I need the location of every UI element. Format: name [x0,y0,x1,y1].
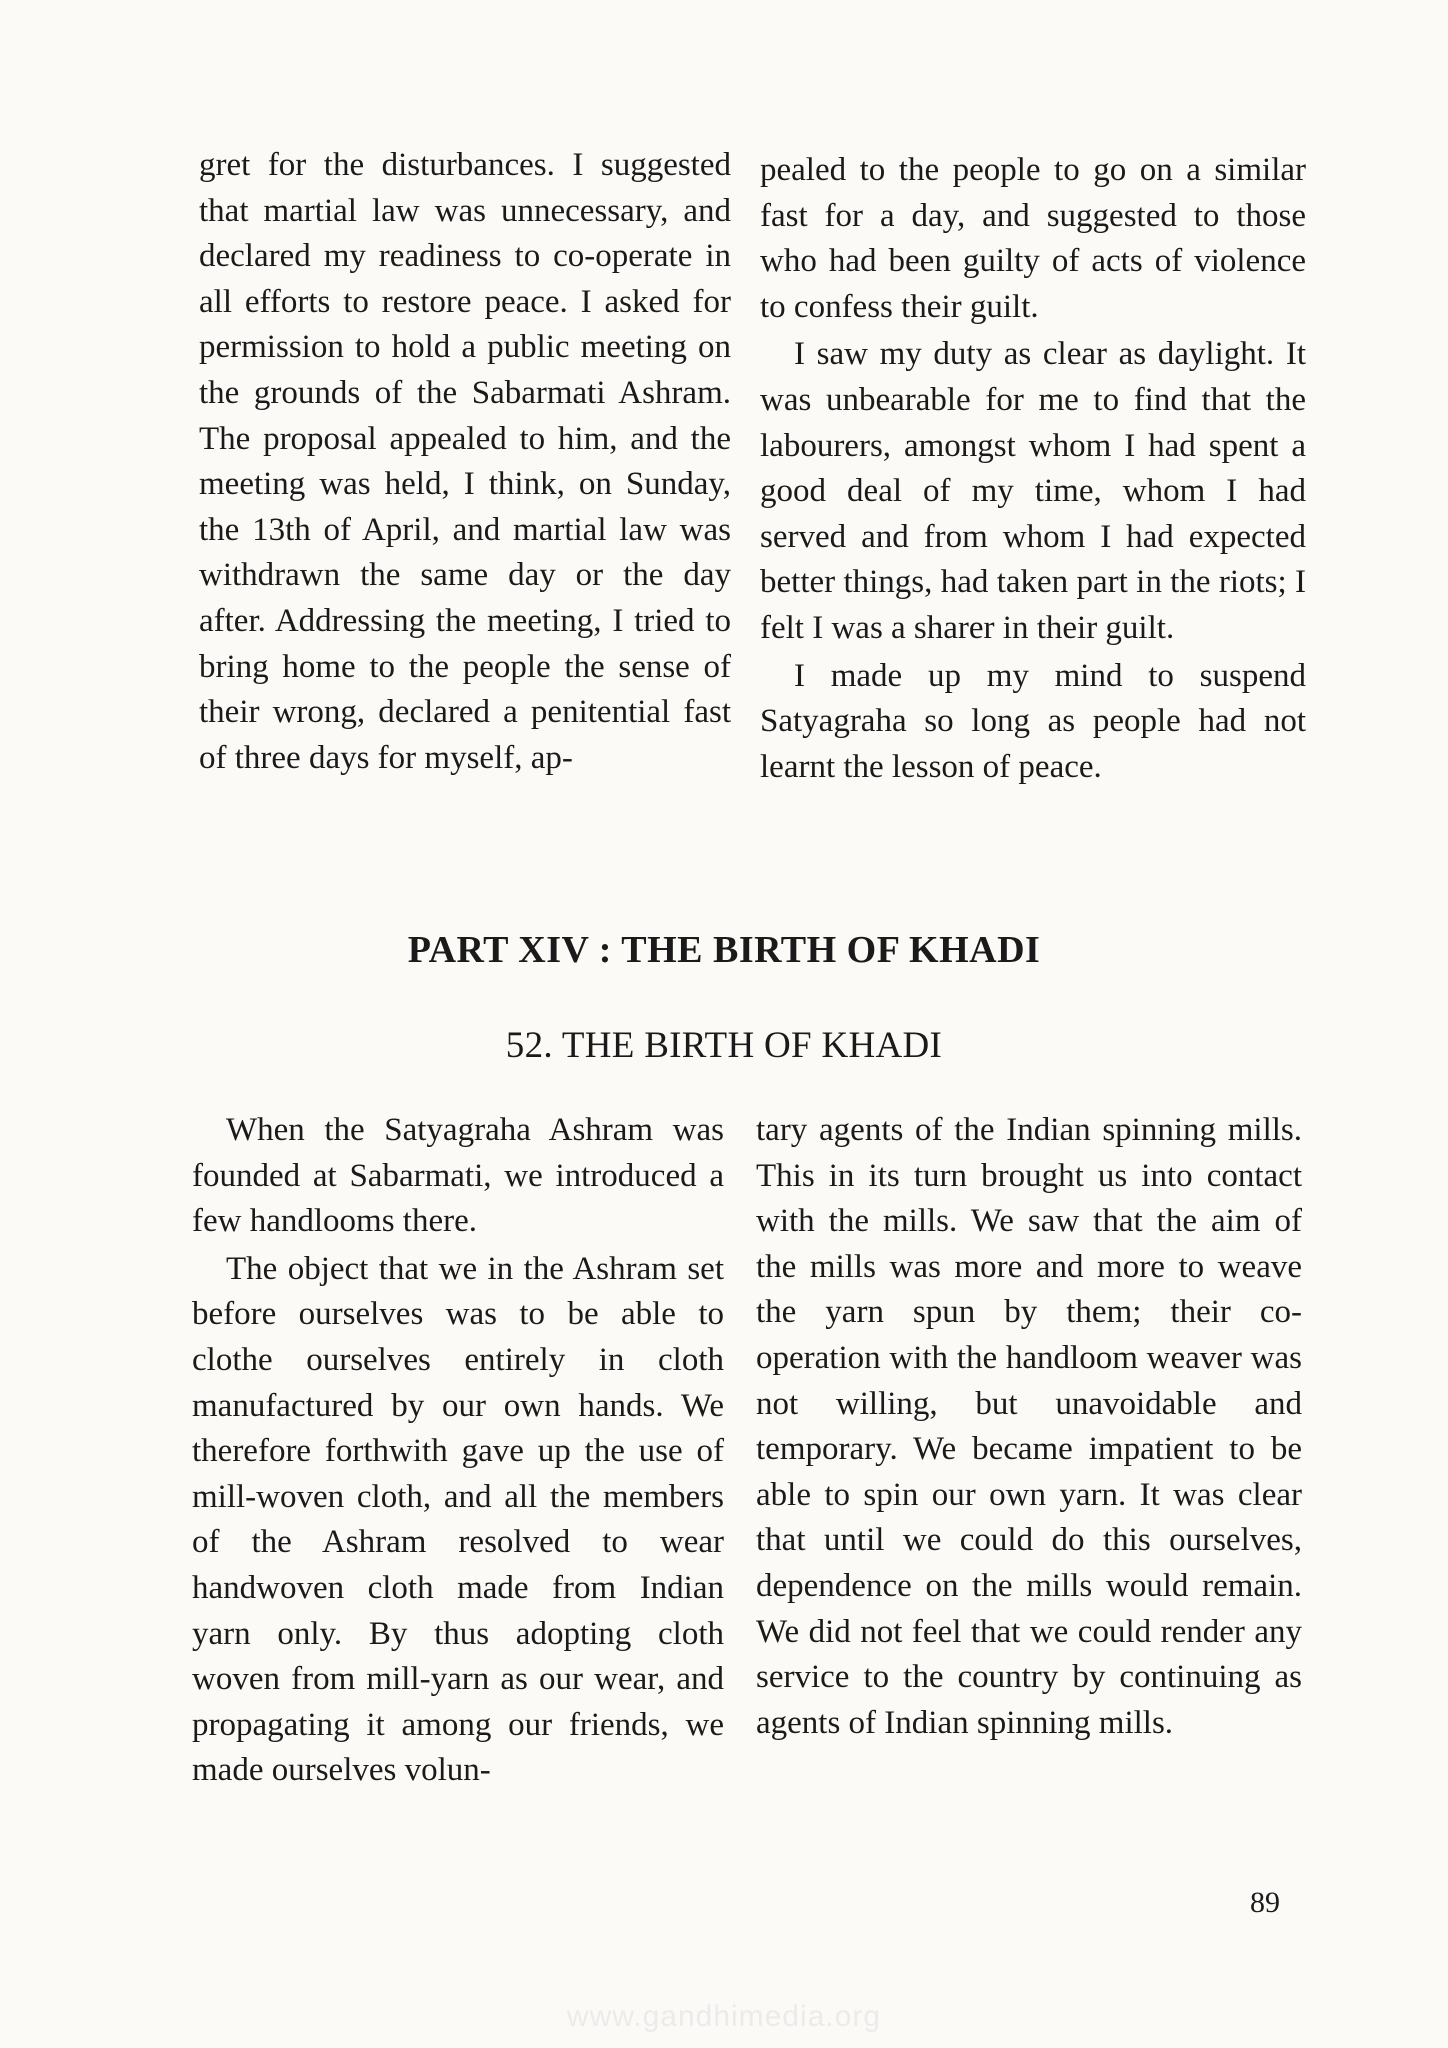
paragraph: When the Satyagraha Ashram was founded at Sabarmati, we introduced a few handlooms there. [192,1112,724,1240]
watermark: www.gandhimedia.org [566,2000,882,2033]
paragraph: The object that we in the Ashram set before ourselves was to be able to clothe ourselves entirely in cloth manufactured by our own hands. We therefore forthwith gave up the use of mill-woven cloth, and all the members of the Ashram resolved to wear handwoven cloth made from Indian yarn only. By thus adopting cloth woven from mill-yarn as our wear, and propagating it among our friends, we made ourselves volun- [192,1250,724,1789]
paragraph: tary agents of the Indian spinning mills. This in its turn brought us into contact with the mills. We saw that the aim of the mills was more and more to weave the yarn spun by them; their co-operation with the handloom weaver was not willing, but unavoidable and temporary. We became impatient to be able to spin our own yarn. It was clear that until we could do this ourselves, dependence on the mills would remain. We did not feel that we could render any service to the country by continuing as agents of Indian spinning mills. [756,1112,1302,1741]
top-right-column [760,148,1306,790]
top-left-column [199,143,731,781]
paragraph: gret for the disturbances. I suggested that martial law was unnecessary, and declared my readiness to co-operate in all efforts to restore peace. I asked for permission to hold a public meeting on the grounds of the Sabarmati Ashram. The proposal appealed to him, and the meeting was held, I think, on Sunday, the 13th of April, and martial law was withdrawn the same day or the day after. Addressing the meeting, I tried to bring home to the people the sense of their wrong, declared a penitential fast of three days for myself, ap- [199,147,731,776]
page-number: 89 [1250,1886,1280,1919]
paragraph: pealed to the people to go on a similar fast for a day, and suggested to those who had been guilty of acts of violence to confess their guilt. [760,152,1306,325]
part-heading: PART XIV : THE BIRTH OF KHADI [407,929,1041,971]
bottom-left-column [192,1108,724,1794]
chapter-heading: 52. THE BIRTH OF KHADI [505,1025,943,1066]
paragraph: I saw my duty as clear as daylight. It was unbearable for me to find that the labourers, amongst whom I had spent a good deal of my time, whom I had served and from whom I had expected better things, had taken part in the riots; I felt I was a sharer in their guilt. [760,336,1306,646]
paragraph: I made up my mind to suspend Satyagraha so long as people had not learnt the lesson of peace. [760,657,1306,785]
bottom-right-column [756,1108,1302,1746]
